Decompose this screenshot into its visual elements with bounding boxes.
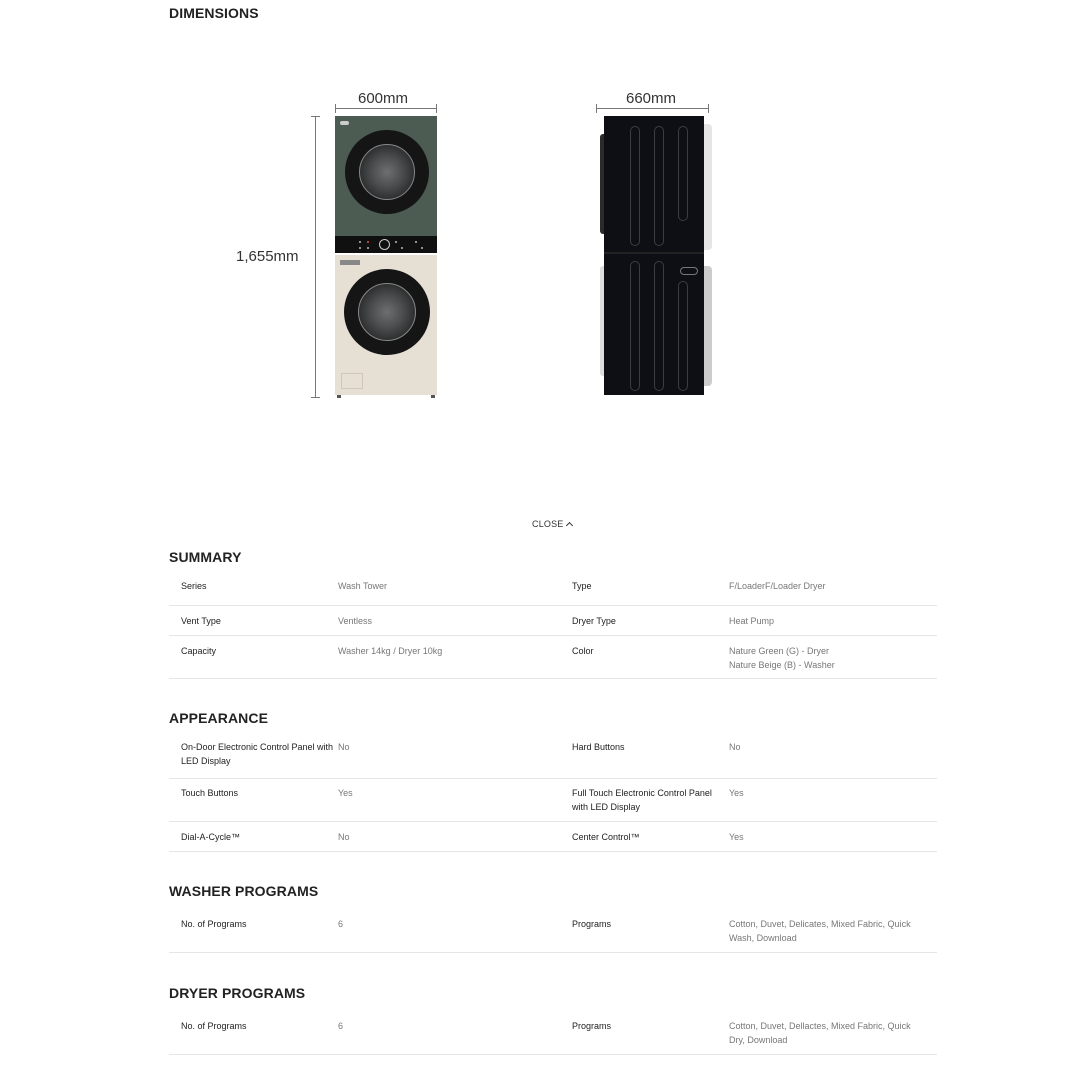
washer-programs-title: WASHER PROGRAMS xyxy=(169,883,319,899)
spec-label: Capacity xyxy=(181,646,217,656)
spec-label: Full Touch Electronic Control Panel with LED Display xyxy=(572,788,712,812)
dryer-programs-title: DRYER PROGRAMS xyxy=(169,985,306,1001)
spec-label: Type xyxy=(572,581,592,591)
dryer-door xyxy=(345,130,429,214)
spec-value: Yes xyxy=(729,788,744,798)
table-row xyxy=(169,606,937,636)
table-row xyxy=(169,636,937,679)
spec-label: Color xyxy=(572,646,594,656)
color-washer: Nature Beige (B) - Washer xyxy=(729,660,835,670)
spec-label: Touch Buttons xyxy=(181,788,239,798)
appearance-title: APPEARANCE xyxy=(169,710,269,726)
spec-value: F/LoaderF/Loader Dryer xyxy=(729,581,826,591)
spec-value: 6 xyxy=(338,1021,344,1031)
spec-label: Vent Type xyxy=(181,616,221,626)
dimensions-title: DIMENSIONS xyxy=(169,5,259,21)
close-label: CLOSE xyxy=(532,519,564,529)
side-handle xyxy=(680,267,698,275)
spec-label: No. of Programs xyxy=(181,1021,247,1031)
spec-label: No. of Programs xyxy=(181,919,247,929)
spec-value: Washer 14kg / Dryer 10kg xyxy=(338,646,443,656)
table-row xyxy=(169,779,937,822)
spec-value: Heat Pump xyxy=(729,616,775,626)
wash-tower-side-image xyxy=(600,116,712,398)
table-row xyxy=(169,736,937,779)
spec-value: No xyxy=(338,742,350,752)
control-panel xyxy=(335,236,437,253)
wash-tower-front-image xyxy=(335,116,437,398)
table-row xyxy=(169,1011,937,1055)
table-row xyxy=(169,575,937,606)
spec-value: Ventless xyxy=(338,616,373,626)
washer-unit xyxy=(335,255,437,395)
spec-label: On-Door Electronic Control Panel with LED Display xyxy=(181,742,334,766)
lg-logo-icon xyxy=(340,121,349,125)
spec-value: Yes xyxy=(729,832,744,842)
width-dimension-line xyxy=(335,108,437,109)
detergent-drawer xyxy=(341,373,363,389)
table-row xyxy=(169,909,937,953)
spec-value: Cotton, Duvet, Delicates, Mixed Fabric, Quick Wash, Download xyxy=(729,919,911,943)
height-dimension-line xyxy=(315,116,316,398)
spec-label: Series xyxy=(181,581,207,591)
dryer-programs-section xyxy=(169,985,937,1055)
washer-door xyxy=(344,269,430,355)
summary-title: SUMMARY xyxy=(169,549,242,565)
color-dryer: Nature Green (G) - Dryer xyxy=(729,646,830,656)
dryer-unit xyxy=(335,116,437,236)
washer-programs-section xyxy=(169,883,937,953)
spec-value: 6 xyxy=(338,919,344,929)
summary-section xyxy=(169,549,937,679)
spec-value: Cotton, Duvet, Dellactes, Mixed Fabric, Quick Dry, Download xyxy=(729,1021,911,1045)
spec-value: No xyxy=(338,832,350,842)
spec-label: Dryer Type xyxy=(572,616,616,626)
spec-label: Programs xyxy=(572,1021,612,1031)
table-row xyxy=(169,822,937,852)
depth-label: 660mm xyxy=(626,90,677,107)
spec-label: Programs xyxy=(572,919,612,929)
spec-label: Hard Buttons xyxy=(572,742,625,752)
spec-label: Center Control™ xyxy=(572,832,640,842)
depth-dimension-line xyxy=(596,108,709,109)
spec-value: No xyxy=(729,742,741,752)
appearance-section xyxy=(169,710,937,852)
spec-label: Dial-A-Cycle™ xyxy=(181,832,241,842)
dial-icon xyxy=(379,239,390,250)
chevron-up-icon xyxy=(565,522,572,529)
spec-value-multiline xyxy=(729,644,925,678)
height-label: 1,655mm xyxy=(236,248,299,265)
spec-value: Wash Tower xyxy=(338,581,388,591)
front-width-label: 600mm xyxy=(358,90,409,107)
close-dimensions-button[interactable] xyxy=(532,519,572,529)
spec-value: Yes xyxy=(338,788,353,798)
